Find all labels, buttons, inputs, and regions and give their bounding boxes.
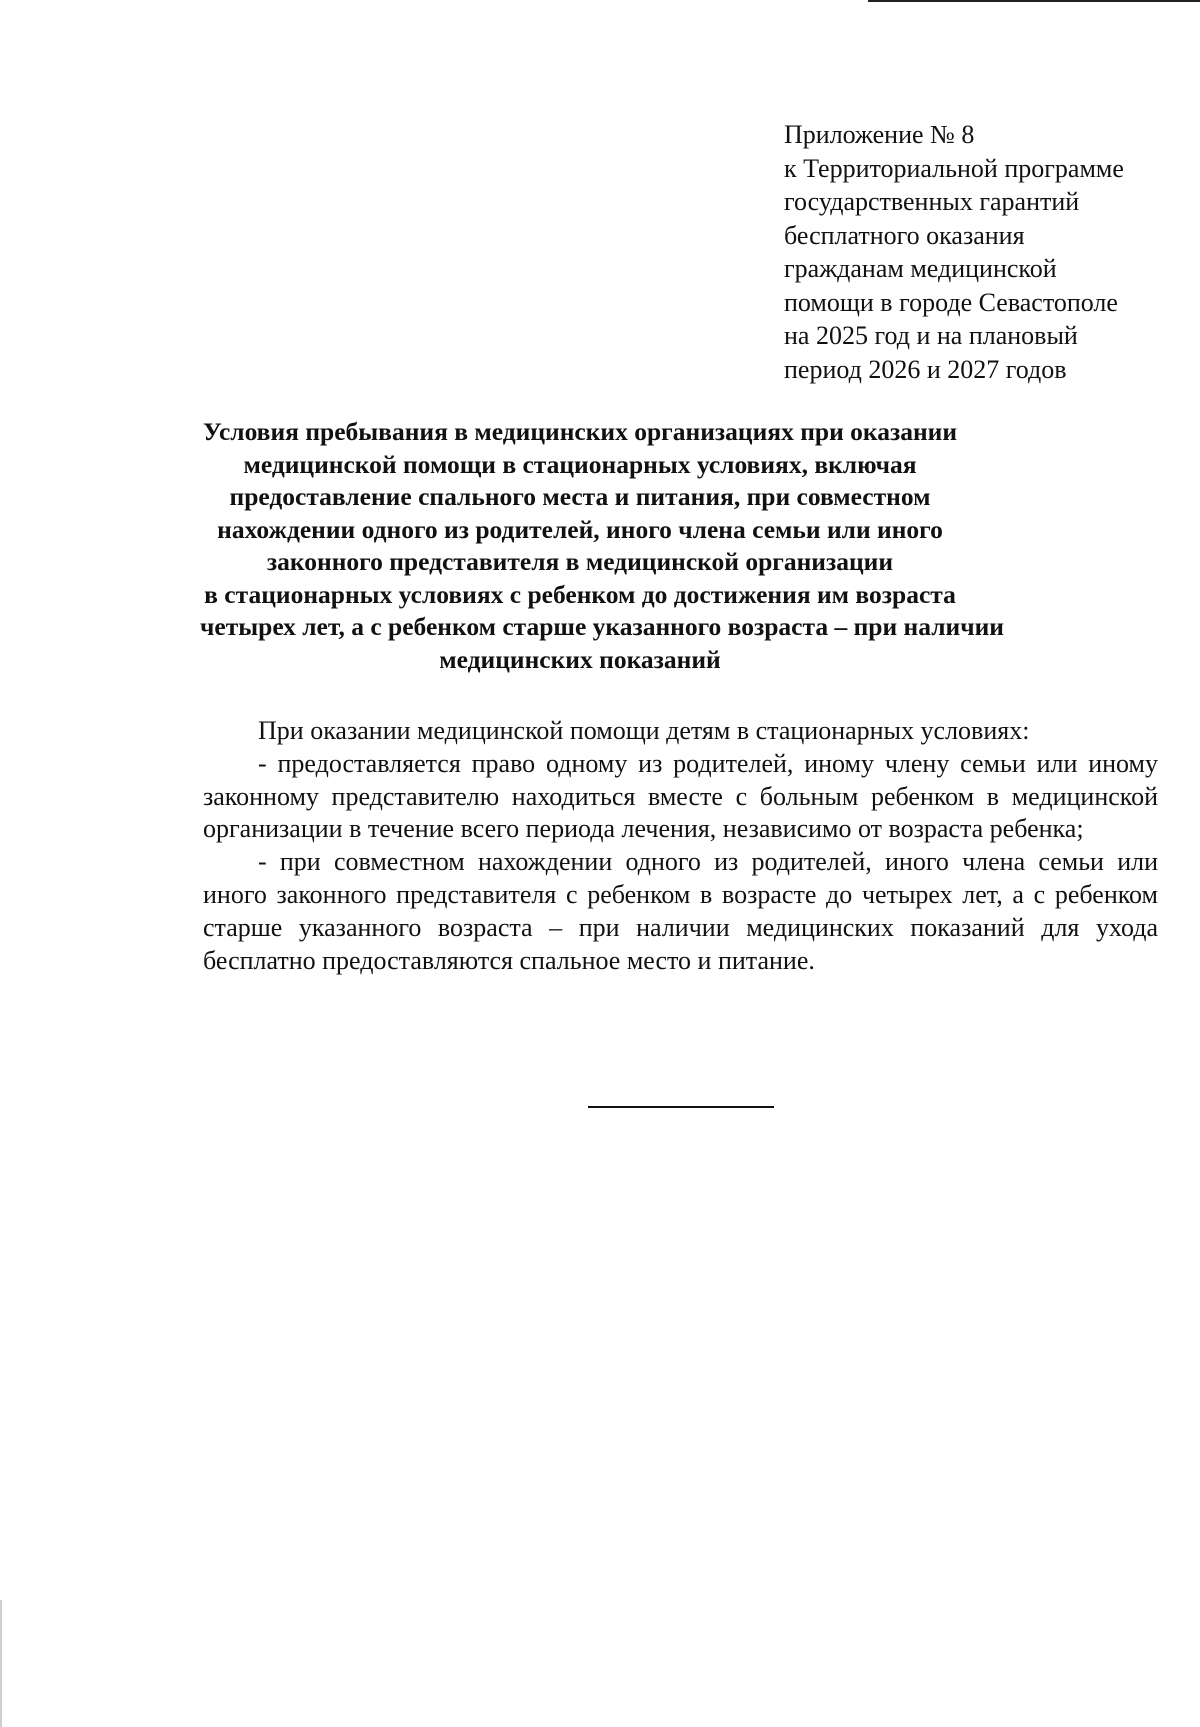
list-item-parent-stay-right: - предоставляется право одному из родителей, иному члену семьи или иному законному представителю находиться вместе с больным ребенком в медицинской организации в течение всего периода лечения, независимо от возраста ребенка; — [203, 748, 1158, 844]
title-line: медицинских показаний — [439, 644, 721, 674]
appendix-line: бесплатного оказания — [784, 220, 1025, 250]
title-line: медицинской помощи в стационарных условиях, включая — [243, 449, 917, 479]
title-line: предоставление спального места и питания, при совместном — [229, 482, 931, 511]
appendix-line: к Территориальной программе — [784, 153, 1124, 183]
appendix-header — [784, 118, 1184, 386]
scan-edge-mark — [0, 1600, 2, 1727]
list-item-free-bed-and-meals: - при совместном нахождении одного из родителей, иного члена семьи или иного законного представителя с ребенком в возрасте до четырех лет, а с ребенком старше указанного возраста – при наличии медицинских показаний для ухода бесплатно предоставляются спальное место и питание. — [203, 847, 1158, 975]
appendix-line: гражданам медицинской — [784, 254, 1057, 283]
appendix-line: Приложение № 8 — [784, 120, 975, 149]
title-line: четырех лет, а с ребенком старше указанного возраста – при наличии — [200, 612, 1004, 641]
document-body — [203, 715, 1158, 977]
title-line: нахождении одного из родителей, иного члена семьи или иного — [217, 514, 943, 544]
title-line: в стационарных условиях с ребенком до достижения им возраста — [204, 579, 956, 609]
document-title — [200, 416, 1004, 676]
end-of-document-line — [588, 1106, 774, 1108]
title-line: Условия пребывания в медицинских организациях при оказании — [202, 417, 958, 446]
title-line: законного представителя в медицинской организации — [266, 547, 894, 576]
appendix-line: государственных гарантий — [784, 187, 1080, 216]
appendix-line: период 2026 и 2027 годов — [784, 354, 1067, 384]
appendix-line: помощи в городе Севастополе — [784, 287, 1118, 317]
appendix-line: на 2025 год и на плановый — [784, 321, 1078, 350]
intro-paragraph: При оказании медицинской помощи детям в стационарных условиях: — [258, 716, 1030, 745]
top-border-line — [868, 0, 1200, 2]
